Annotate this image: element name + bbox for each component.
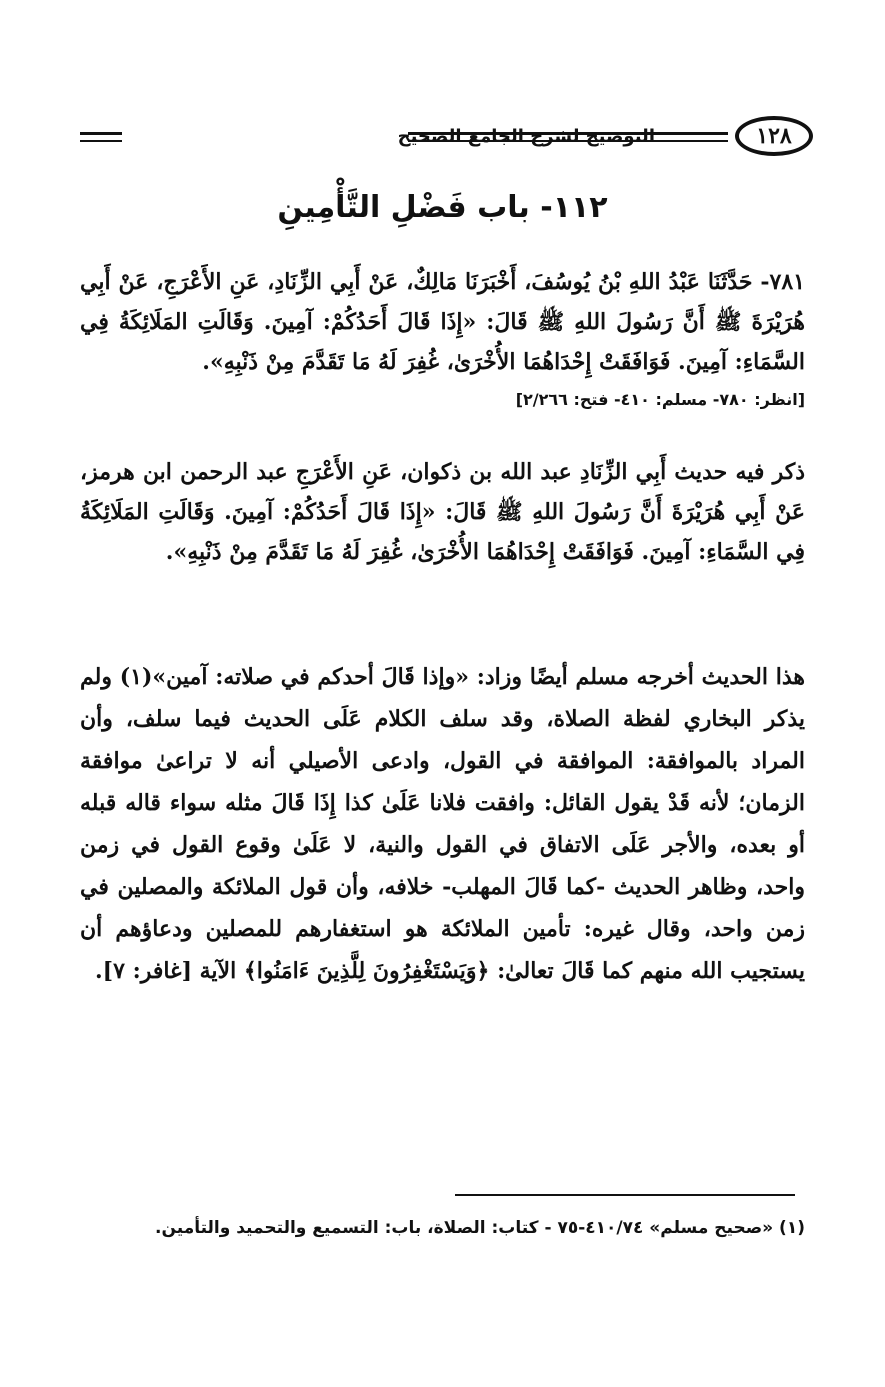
footnote-separator <box>455 1194 795 1196</box>
chapter-heading: ١١٢- باب فَضْلِ التَّأْمِينِ <box>277 190 608 225</box>
page-number: ١٢٨ <box>735 116 813 156</box>
header-rule-left-bottom <box>80 140 122 142</box>
hadith-reference: [انظر: ٧٨٠- مسلم: ٤١٠- فتح: ٢/٢٦٦] <box>515 390 805 409</box>
book-title: التوضيح لشرح الجامع الصحيح <box>397 126 655 147</box>
commentary-paragraph-2: هذا الحديث أخرجه مسلم أيضًا وزاد: «وإذا قَالَ أحدكم في صلاته: آمين»(١) ولم يذكر البخاري لفظة الصلاة، وقد سلف الكلام عَلَى الحديث فيما سلف، وأن المراد بالموافقة: الموافقة في القول، وادعى الأصيلي أنه لا تراعىٰ موافقة الزمان؛ لأنه قَدْ يقول القائل: وافقت فلانا عَلَىٰ كذا إِذَا قَالَ مثله سواء قاله قبله أو بعده، والأجر عَلَى الاتفاق في القول والنية، لا عَلَىٰ وقوع القول في زمن واحد، وظاهر الحديث -كما قَالَ المهلب- خلافه، وأن قول الملائكة والمصلين في زمن واحد، وقال غيره: تأمين الملائكة هو استغفارهم للمصلين ودعاؤهم أن يستجيب الله منهم كما قَالَ تعالىٰ: ﴿وَيَسْتَغْفِرُونَ لِلَّذِينَ ءَامَنُوا﴾ الآية [غافر: ٧]. <box>80 664 805 984</box>
running-header <box>80 118 805 160</box>
hadith-text: ٧٨١- حَدَّثَنَا عَبْدُ اللهِ بْنُ يُوسُفَ، أَخْبَرَنَا مَالِكٌ، عَنْ أَبِي الزِّنَادِ، عَنِ الأَعْرَجِ، عَنْ أَبِي هُرَيْرَةَ ﷺ أَنَّ رَسُولَ اللهِ ﷺ قَالَ: «إِذَا قَالَ أَحَدُكُمْ: آمِينَ. وَقَالَتِ المَلَائِكَةُ فِي السَّمَاءِ: آمِينَ. فَوَافَقَتْ إِحْدَاهُمَا الأُخْرَىٰ، غُفِرَ لَهُ مَا تَقَدَّمَ مِنْ ذَنْبِهِ». <box>80 269 805 375</box>
commentary-paragraph-1: ذكر فيه حديث أَبِي الزِّنَادِ عبد الله بن ذكوان، عَنِ الأَعْرَجِ عبد الرحمن ابن هرمز، عَنْ أَبِي هُرَيْرَةَ أَنَّ رَسُولَ اللهِ ﷺ قَالَ: «إِذَا قَالَ أَحَدُكُمْ: آمِينَ. وَقَالَتِ المَلَائِكَةُ فِي السَّمَاءِ: آمِينَ. فَوَافَقَتْ إِحْدَاهُمَا الأُخْرَىٰ، غُفِرَ لَهُ مَا تَقَدَّمَ مِنْ ذَنْبِهِ». <box>80 459 805 565</box>
footnote: (١) «صحيح مسلم» ٤١٠/٧٤-٧٥ - كتاب: الصلاة، باب: التسميع والتحميد والتأمين. <box>155 1218 805 1238</box>
header-rule-left-top <box>80 132 122 135</box>
